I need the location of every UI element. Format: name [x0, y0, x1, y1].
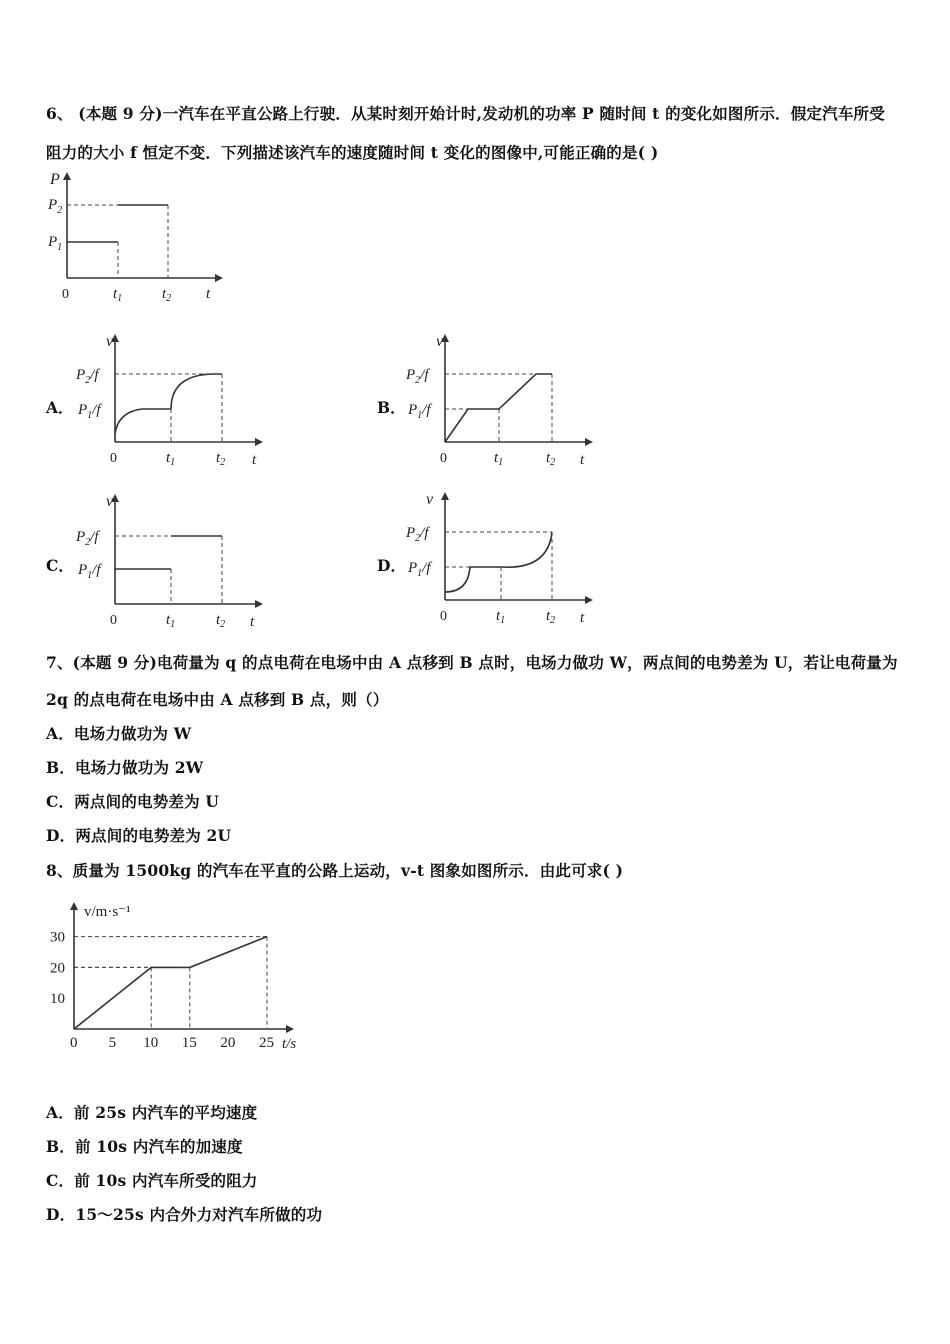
x-axis-arrow-icon: [286, 1025, 294, 1033]
origin-label: 0: [110, 451, 117, 466]
x-axis-arrow-icon: [585, 438, 593, 446]
q7-option-a[interactable]: A．电场力做功为 W: [46, 724, 192, 743]
t2-label: $t_2$: [216, 450, 226, 468]
velocity-curve-phase1: [115, 409, 171, 434]
q6-option-b-label: B．: [377, 398, 406, 417]
origin-label: 0: [440, 451, 447, 466]
p2-label: $P_2$: [48, 197, 63, 216]
q6-option-d-label: D．: [377, 556, 406, 575]
p1f-label: $P_1/f$: [408, 402, 431, 421]
x-axis-label: t/s: [282, 1036, 297, 1052]
q7-option-b[interactable]: B．电场力做功为 2W: [46, 758, 204, 777]
t1-label: $t_1$: [496, 608, 506, 626]
origin-label: 0: [62, 287, 69, 302]
p2f-label: $P_2/f$: [76, 367, 99, 386]
x-axis-label: t: [206, 286, 211, 302]
y-tick-label: 10: [50, 991, 65, 1008]
p1f-label: $P_1/f$: [408, 560, 431, 579]
q8-velocity-time-chart: [40, 896, 320, 1056]
p2f-label: $P_2/f$: [406, 367, 429, 386]
q8-option-b[interactable]: B．前 10s 内汽车的加速度: [46, 1137, 243, 1156]
x-axis-arrow-icon: [255, 438, 263, 446]
velocity-series-line: [74, 937, 267, 1029]
velocity-curve-phase2: [171, 374, 222, 409]
y-axis-label: v: [106, 333, 114, 350]
x-axis-arrow-icon: [585, 596, 593, 604]
y-axis-label: v: [426, 491, 434, 508]
p2f-label: $P_2/f$: [76, 529, 99, 548]
q6-option-a-label: A．: [46, 398, 74, 417]
q6-power-time-graph: [40, 168, 230, 308]
y-tick-label: 30: [50, 929, 65, 946]
p2f-label: $P_2/f$: [406, 525, 429, 544]
velocity-curve-phase1: [445, 567, 501, 592]
x-tick-label: 25: [259, 1035, 274, 1051]
p1f-label: $P_1/f$: [78, 402, 101, 421]
t1-label: $t_1$: [113, 286, 123, 304]
x-axis-label: t: [250, 614, 255, 630]
x-axis-label: t: [580, 610, 585, 626]
x-axis-arrow-icon: [255, 600, 263, 608]
x-tick-label: 20: [220, 1035, 236, 1051]
t2-label: $t_2$: [546, 608, 556, 626]
y-axis-label: P: [50, 171, 60, 188]
x-axis-label: t: [580, 452, 585, 468]
q6-option-c-graph: [70, 488, 270, 628]
y-axis-label: v: [436, 333, 444, 350]
t2-label: $t_2$: [216, 612, 226, 630]
x-tick-label: 0: [70, 1035, 78, 1051]
q7-stem-line1: 7、(本题 9 分)电荷量为 q 的点电荷在电场中由 A 点移到 B 点时，电场力做功 W，两点间的电势差为 U，若让电荷量为: [46, 653, 898, 672]
t2-label: $t_2$: [162, 286, 172, 304]
y-axis-arrow-icon: [63, 172, 71, 180]
q6-option-c-label: C．: [46, 556, 74, 575]
q6-option-b-graph: [400, 330, 600, 470]
q7-stem-line2: 2q 的点电荷在电场中由 A 点移到 B 点，则（）: [46, 690, 389, 709]
q8-option-c[interactable]: C．前 10s 内汽车所受的阻力: [46, 1171, 258, 1190]
x-axis-arrow-icon: [215, 274, 223, 282]
p1-label: $P_1$: [48, 234, 63, 253]
q7-option-c[interactable]: C．两点间的电势差为 U: [46, 792, 220, 811]
origin-label: 0: [440, 609, 447, 624]
q6-stem-line2: 阻力的大小 f 恒定不变．下列描述该汽车的速度随时间 t 变化的图像中,可能正确的是( ): [46, 143, 659, 162]
x-tick-label: 15: [181, 1035, 197, 1051]
q6-option-a-graph: [70, 330, 270, 470]
t1-label: $t_1$: [494, 450, 504, 468]
p1f-label: $P_1/f$: [78, 562, 101, 581]
t2-label: $t_2$: [546, 450, 556, 468]
q7-option-d[interactable]: D．两点间的电势差为 2U: [46, 826, 232, 845]
t1-label: $t_1$: [166, 612, 176, 630]
q6-stem-line1: 6、 (本题 9 分)一汽车在平直公路上行驶．从某时刻开始计时,发动机的功率 P 随时间 t 的变化如图所示．假定汽车所受: [46, 104, 885, 123]
y-axis-arrow-icon: [70, 902, 78, 910]
y-axis-label: v/m·s⁻¹: [84, 904, 131, 920]
y-tick-label: 20: [50, 960, 65, 977]
origin-label: 0: [110, 613, 117, 628]
x-tick-label: 10: [143, 1035, 159, 1051]
q8-option-a[interactable]: A．前 25s 内汽车的平均速度: [46, 1103, 258, 1122]
y-axis-arrow-icon: [441, 492, 449, 500]
x-tick-label: 5: [108, 1035, 117, 1051]
x-axis-label: t: [252, 452, 257, 468]
q8-option-d[interactable]: D．15～25s 内合外力对汽车所做的功: [46, 1205, 323, 1224]
q6-option-d-graph: [400, 488, 600, 628]
q8-stem: 8、质量为 1500kg 的汽车在平直的公路上运动，v-t 图象如图所示．由此可求( ): [46, 861, 624, 880]
t1-label: $t_1$: [166, 450, 176, 468]
velocity-curve-phase2: [501, 532, 552, 567]
y-axis-label: v: [106, 493, 114, 510]
